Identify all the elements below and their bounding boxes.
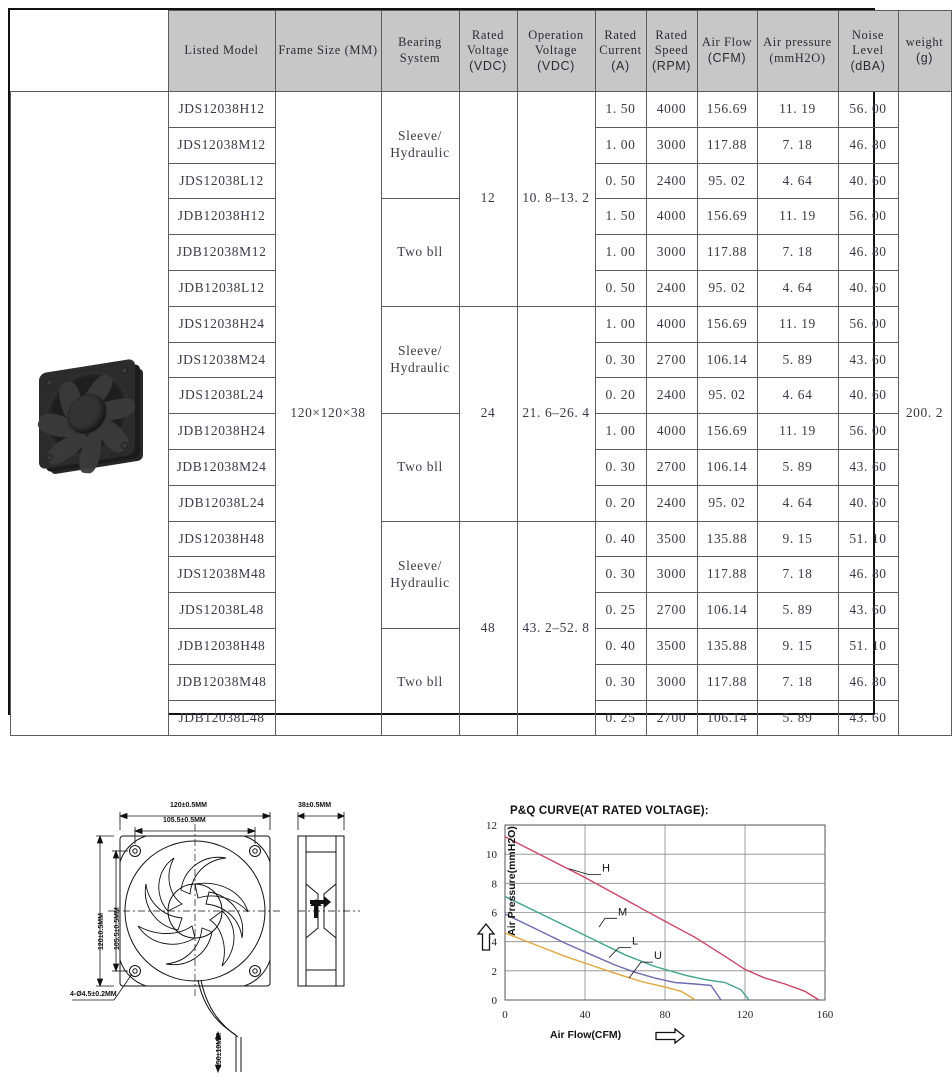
cell-bearing-ball: Two bll	[381, 414, 459, 521]
cell-listed-model: JDS12038M24	[168, 342, 275, 378]
dimension-depth	[298, 812, 344, 830]
cell-listed-model: JDB12038M48	[168, 664, 275, 700]
cell-rated-speed: 3000	[646, 127, 697, 163]
fan-blades	[138, 857, 248, 966]
cell-air-pressure: 9. 15	[757, 628, 838, 664]
y-axis-tick-label: 12	[486, 820, 497, 832]
cell-air-flow: 135.88	[697, 628, 757, 664]
cell-listed-model: JDS12038M48	[168, 557, 275, 593]
cell-listed-model: JDS12038H48	[168, 521, 275, 557]
cell-rated-speed: 3500	[646, 628, 697, 664]
cell-air-flow: 106.14	[697, 700, 757, 736]
cell-rated-speed: 2700	[646, 593, 697, 629]
cell-air-pressure: 4. 64	[757, 378, 838, 414]
cell-listed-model: JDS12038L24	[168, 378, 275, 414]
header-line: (dBA)	[850, 58, 886, 73]
fan-screw-hole	[46, 378, 53, 386]
cell-rated-voltage: 12	[459, 92, 517, 307]
cell-operation-voltage: 10. 8–13. 2	[517, 92, 595, 307]
curve-label-M: M	[618, 906, 628, 919]
cell-rated-current: 0. 25	[595, 700, 646, 736]
cell-air-pressure: 5. 89	[757, 342, 838, 378]
cell-air-pressure: 11. 19	[757, 199, 838, 235]
cell-listed-model: JDB12038L12	[168, 270, 275, 306]
cell-air-pressure: 5. 89	[757, 700, 838, 736]
cell-noise-level: 40. 60	[838, 378, 898, 414]
x-axis-tick-label: 0	[502, 1009, 508, 1021]
curve-label-H: H	[602, 862, 610, 875]
cell-rated-current: 1. 00	[595, 306, 646, 342]
mounting-hole	[250, 846, 261, 857]
cell-air-pressure: 7. 18	[757, 664, 838, 700]
chart-x-axis-label: Air Flow(CFM)	[550, 1029, 622, 1041]
cell-noise-level: 46. 80	[838, 557, 898, 593]
cell-noise-level: 43. 60	[838, 342, 898, 378]
cell-rated-current: 1. 50	[595, 199, 646, 235]
cell-noise-level: 46. 80	[838, 664, 898, 700]
header-line: Operation	[528, 27, 584, 42]
cell-air-flow: 135.88	[697, 521, 757, 557]
x-axis-tick-label: 40	[579, 1009, 591, 1021]
header-line: (A)	[611, 58, 630, 73]
cell-rated-voltage: 48	[459, 521, 517, 736]
cell-rated-current: 1. 00	[595, 235, 646, 271]
cell-rated-speed: 3000	[646, 664, 697, 700]
cell-listed-model: JDS12038L12	[168, 163, 275, 199]
header-line: Speed	[654, 43, 689, 58]
cell-listed-model: JDB12038M24	[168, 449, 275, 485]
bearing-line: Sleeve/	[398, 557, 442, 573]
cell-bearing-ball: Two bll	[381, 199, 459, 306]
cell-rated-current: 0. 30	[595, 557, 646, 593]
cell-rated-current: 0. 40	[595, 628, 646, 664]
header-line: Bearing	[398, 35, 442, 50]
chart-title: P&Q CURVE(AT RATED VOLTAGE):	[510, 805, 709, 817]
cell-rated-voltage: 24	[459, 306, 517, 521]
specification-table-block	[8, 8, 944, 725]
cell-bearing-sleeve	[381, 306, 459, 413]
cell-air-flow: 106.14	[697, 593, 757, 629]
cell-noise-level: 40. 60	[838, 270, 898, 306]
mounting-hole	[130, 846, 141, 857]
cell-rated-current: 0. 50	[595, 163, 646, 199]
cell-rated-speed: 2400	[646, 270, 697, 306]
cell-rated-speed: 4000	[646, 199, 697, 235]
wire-length-label: 150±10MM	[216, 1033, 223, 1068]
cell-noise-level: 40. 60	[838, 163, 898, 199]
cell-air-pressure: 5. 89	[757, 593, 838, 629]
cell-rated-speed: 4000	[646, 92, 697, 128]
cell-rated-current: 1. 50	[595, 92, 646, 128]
curve-label-L: L	[632, 935, 639, 948]
cell-listed-model: JDB12038H48	[168, 628, 275, 664]
cell-rated-speed: 4000	[646, 414, 697, 450]
cell-noise-level: 40. 60	[838, 485, 898, 521]
cell-rated-speed: 2400	[646, 378, 697, 414]
y-axis-tick-label: 0	[491, 995, 497, 1007]
cell-listed-model: JDB12038L24	[168, 485, 275, 521]
header-line: Voltage	[466, 43, 510, 58]
cell-air-pressure: 9. 15	[757, 521, 838, 557]
cell-air-flow: 95. 02	[697, 485, 757, 521]
header-line: Level	[852, 43, 884, 58]
cell-rated-current: 0. 30	[595, 664, 646, 700]
header-rated-speed	[646, 11, 697, 92]
cell-air-pressure: 7. 18	[757, 557, 838, 593]
fan-side-view	[298, 812, 360, 986]
cell-noise-level: 56. 00	[838, 414, 898, 450]
cell-rated-current: 0. 20	[595, 378, 646, 414]
cell-rated-speed: 4000	[646, 306, 697, 342]
header-line: Voltage	[534, 43, 578, 58]
header-line: Rated	[471, 27, 505, 42]
cell-air-pressure: 4. 64	[757, 163, 838, 199]
product-photo	[25, 354, 153, 474]
cell-rated-speed: 2400	[646, 485, 697, 521]
hole-callout-label: 4-Ø4.5±0.2MM	[70, 991, 117, 998]
fan-frame	[39, 358, 135, 469]
chart-y-axis-label: Air Pressure(mmH2O)	[506, 826, 518, 936]
annotation-leader-M	[599, 918, 617, 927]
cell-weight: 200. 2	[898, 92, 951, 736]
header-rated-voltage	[459, 11, 517, 92]
header-line: Air pressure	[763, 35, 832, 50]
cell-rated-speed: 2700	[646, 449, 697, 485]
airflow-direction-arrows	[310, 896, 331, 918]
cell-rated-current: 0. 30	[595, 342, 646, 378]
y-axis-tick-label: 8	[491, 878, 497, 891]
cell-rated-current: 1. 00	[595, 414, 646, 450]
cell-air-pressure: 4. 64	[757, 485, 838, 521]
cell-noise-level: 43. 60	[838, 449, 898, 485]
cell-air-flow: 156.69	[697, 92, 757, 128]
cell-air-flow: 106.14	[697, 342, 757, 378]
header-frame-size	[275, 11, 381, 92]
mounting-hole	[250, 966, 261, 977]
cell-listed-model: JDB12038H24	[168, 414, 275, 450]
product-photo-cell	[11, 92, 169, 736]
cell-air-pressure: 7. 18	[757, 235, 838, 271]
cell-air-pressure: 5. 89	[757, 449, 838, 485]
x-axis-tick-label: 120	[736, 1009, 754, 1021]
mechanical-drawing	[70, 800, 370, 1075]
x-axis-tick-label: 80	[659, 1009, 671, 1021]
header-line: Frame Size (MM)	[278, 43, 378, 58]
header-noise-level	[838, 11, 898, 92]
x-axis-arrow-icon	[655, 1028, 685, 1049]
cell-frame-size: 120×120×38	[275, 92, 381, 736]
cell-rated-speed: 3000	[646, 235, 697, 271]
cell-noise-level: 43. 60	[838, 700, 898, 736]
cell-air-flow: 117.88	[697, 127, 757, 163]
cell-noise-level: 56. 00	[838, 199, 898, 235]
cell-air-pressure: 4. 64	[757, 270, 838, 306]
header-line: (RPM)	[651, 58, 692, 73]
cell-air-flow: 156.69	[697, 306, 757, 342]
header-rated-current	[595, 11, 646, 92]
header-listed-model	[168, 11, 275, 92]
bearing-line: Hydraulic	[390, 574, 450, 590]
header-line: (CFM)	[707, 51, 747, 65]
dimension-label-width: 120±0.5MM	[170, 802, 207, 809]
cell-air-pressure: 11. 19	[757, 414, 838, 450]
cell-air-flow: 117.88	[697, 664, 757, 700]
header-air-pressure	[757, 11, 838, 92]
cell-rated-current: 0. 40	[595, 521, 646, 557]
cell-operation-voltage: 43. 2–52. 8	[517, 521, 595, 736]
curve-label-U: U	[654, 950, 662, 963]
bearing-line: Sleeve/	[398, 128, 442, 144]
header-product-photo	[11, 11, 169, 92]
bearing-line: Hydraulic	[390, 359, 450, 375]
cell-air-flow: 117.88	[697, 557, 757, 593]
cell-rated-speed: 3500	[646, 521, 697, 557]
dimension-label-hole-span: 105.5±0.5MM	[163, 817, 206, 824]
bearing-line: Sleeve/	[398, 343, 442, 359]
y-axis-tick-label: 4	[491, 936, 497, 949]
header-line: Noise	[851, 27, 885, 42]
header-line: Rated	[604, 27, 637, 42]
x-axis-tick-label: 160	[816, 1009, 834, 1021]
header-line: (g)	[915, 51, 934, 65]
cell-listed-model: JDS12038L48	[168, 593, 275, 629]
table-row	[11, 92, 952, 128]
cell-air-flow: 117.88	[697, 235, 757, 271]
header-line: System	[399, 51, 441, 65]
dimension-label-height: 120±0.5MM	[98, 913, 105, 950]
cell-listed-model: JDB12038H12	[168, 199, 275, 235]
cell-operation-voltage: 21. 6–26. 4	[517, 306, 595, 521]
pq-curve-chart	[455, 805, 875, 1065]
cell-noise-level: 51. 10	[838, 628, 898, 664]
cell-rated-current: 0. 20	[595, 485, 646, 521]
curve-L	[505, 914, 721, 1000]
cell-air-flow: 156.69	[697, 414, 757, 450]
pq-curve-plot	[455, 805, 875, 1030]
cell-rated-speed: 2700	[646, 342, 697, 378]
cell-noise-level: 46. 80	[838, 127, 898, 163]
table-body	[11, 92, 952, 736]
cell-air-pressure: 7. 18	[757, 127, 838, 163]
y-axis-tick-label: 6	[491, 907, 497, 920]
cell-air-flow: 156.69	[697, 199, 757, 235]
y-axis-arrow-icon	[477, 923, 495, 956]
cell-bearing-sleeve	[381, 92, 459, 199]
dimension-label-hole-span-vertical: 105.5±0.5MM	[114, 907, 121, 950]
curve-H	[505, 837, 819, 1000]
cell-rated-speed: 3000	[646, 557, 697, 593]
header-line: Rated	[655, 27, 688, 42]
header-line: (VDC)	[537, 58, 575, 73]
cell-rated-current: 0. 30	[595, 449, 646, 485]
header-line: weight	[905, 35, 944, 50]
cell-listed-model: JDS12038H12	[168, 92, 275, 128]
cell-air-flow: 95. 02	[697, 378, 757, 414]
cell-rated-current: 1. 00	[595, 127, 646, 163]
header-line: Current	[599, 43, 642, 58]
cell-air-pressure: 11. 19	[757, 92, 838, 128]
cell-noise-level: 46. 80	[838, 235, 898, 271]
cell-bearing-sleeve	[381, 521, 459, 628]
cell-noise-level: 56. 00	[838, 92, 898, 128]
cell-air-pressure: 11. 19	[757, 306, 838, 342]
header-line: (mmH2O)	[769, 51, 826, 65]
header-operation-voltage	[517, 11, 595, 92]
header-air-flow	[697, 11, 757, 92]
cell-rated-current: 0. 50	[595, 270, 646, 306]
y-axis-tick-label: 10	[486, 849, 497, 862]
cell-air-flow: 95. 02	[697, 270, 757, 306]
cell-listed-model: JDB12038L48	[168, 700, 275, 736]
fan-screw-hole	[121, 366, 128, 374]
header-weight	[898, 11, 951, 92]
cell-air-flow: 95. 02	[697, 163, 757, 199]
cell-air-flow: 106.14	[697, 449, 757, 485]
table-header	[11, 11, 952, 92]
cell-bearing-ball: Two bll	[381, 628, 459, 735]
cell-listed-model: JDB12038M12	[168, 235, 275, 271]
fan-screw-hole	[121, 441, 128, 449]
y-axis-tick-label: 2	[491, 965, 497, 978]
specification-table	[10, 10, 952, 736]
cell-noise-level: 43. 60	[838, 593, 898, 629]
cell-rated-current: 0. 25	[595, 593, 646, 629]
cell-rated-speed: 2400	[646, 163, 697, 199]
header-line: Air Flow	[701, 35, 753, 50]
cell-listed-model: JDS12038H24	[168, 306, 275, 342]
header-bearing-system	[381, 11, 459, 92]
header-line: (VDC)	[469, 58, 507, 73]
cell-noise-level: 51. 10	[838, 521, 898, 557]
bearing-line: Hydraulic	[390, 145, 450, 161]
cell-noise-level: 56. 00	[838, 306, 898, 342]
cell-listed-model: JDS12038M12	[168, 127, 275, 163]
table-header-row	[11, 11, 952, 92]
dimension-label-depth: 38±0.5MM	[298, 802, 332, 809]
header-line: Listed Model	[184, 43, 259, 58]
cell-rated-speed: 2700	[646, 700, 697, 736]
